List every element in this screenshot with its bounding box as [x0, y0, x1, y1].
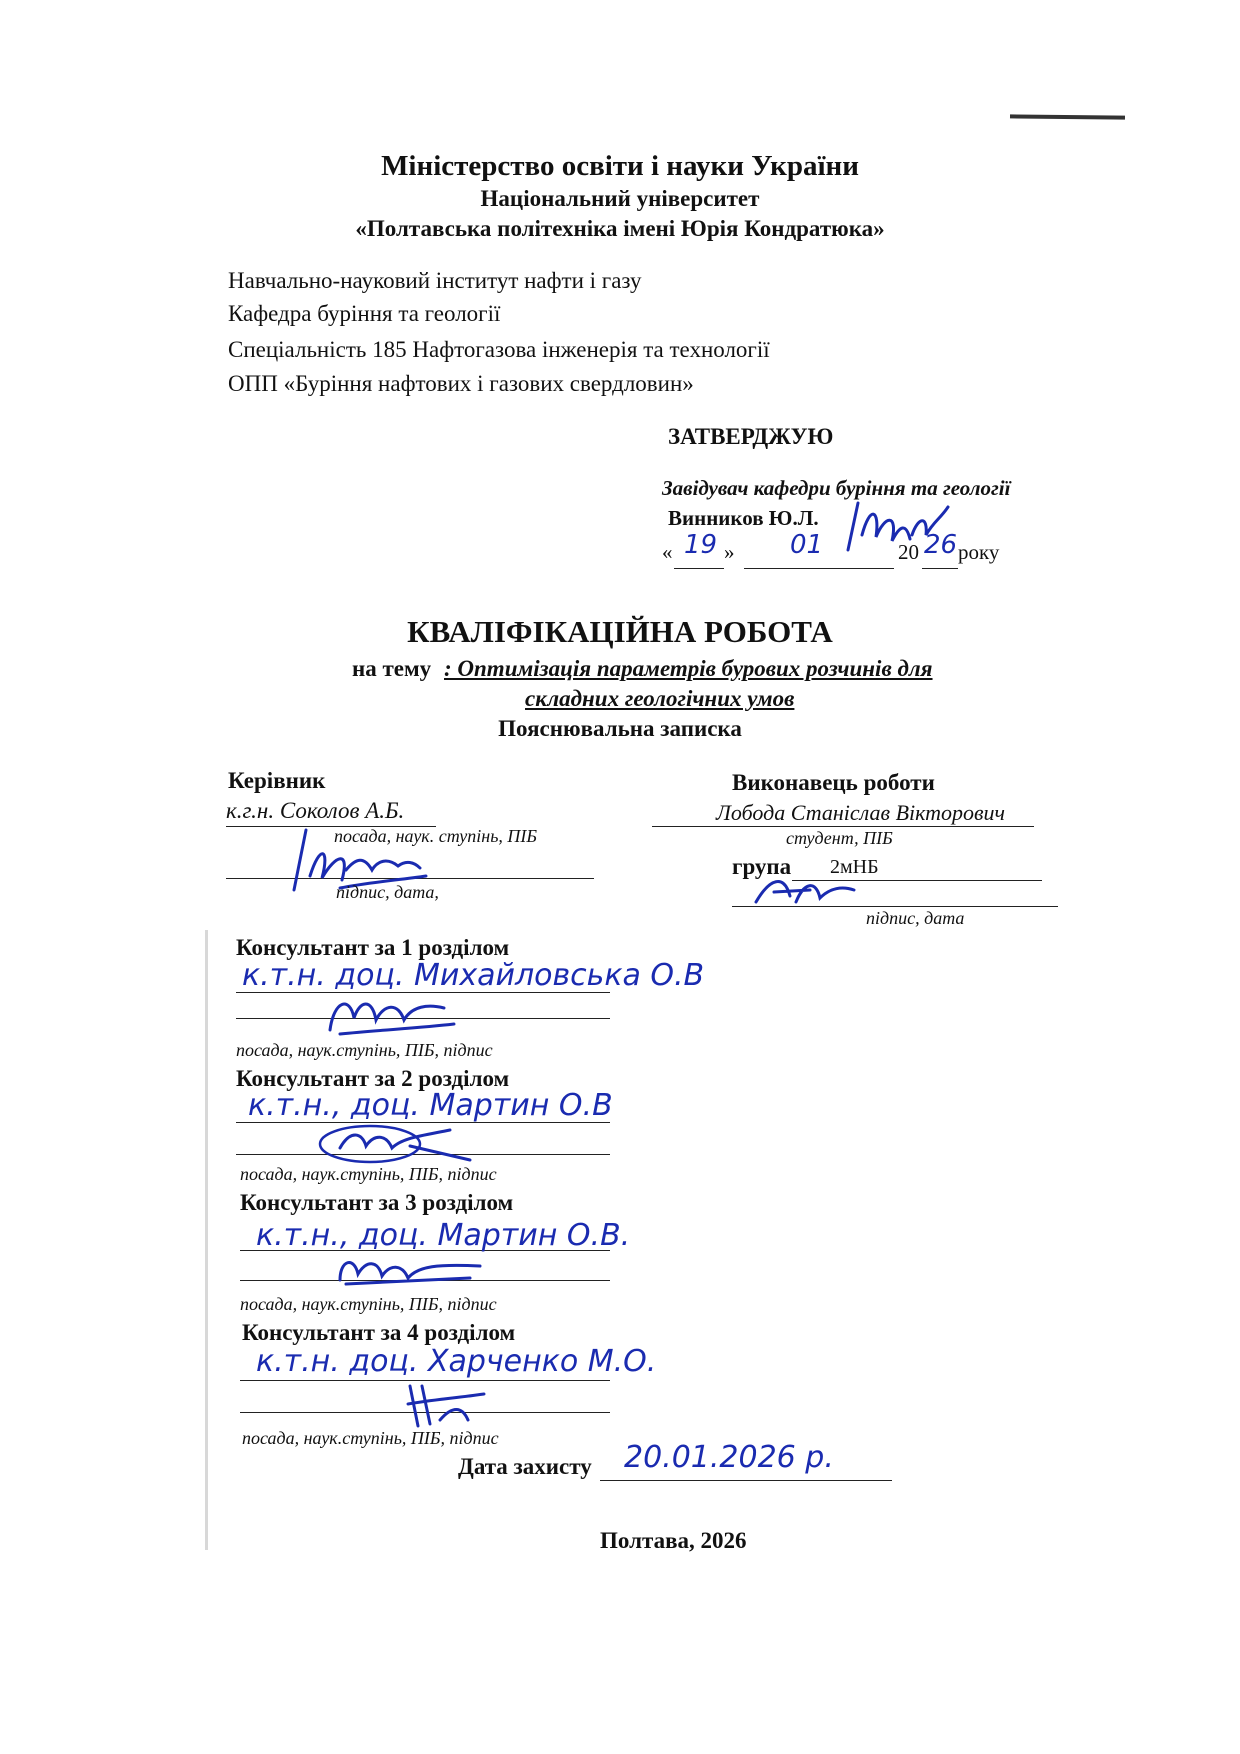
scan-mark [1010, 114, 1125, 119]
university-line2: «Полтавська політехніка імені Юрія Кондратюка» [355, 216, 885, 241]
topic-prefix: на тему [352, 656, 432, 681]
approval-year-word: року [958, 540, 1000, 564]
approval-month: 01 [790, 530, 824, 560]
document-title: КВАЛІФІКАЦІЙНА РОБОТА [407, 614, 833, 649]
consultant-2-caption: посада, наук.ступінь, ПІБ, підпис [240, 1164, 497, 1184]
supervisor-signature-caption: підпис, дата, [336, 882, 439, 902]
approval-year-prefix: 20 [898, 540, 919, 564]
approval-heading: ЗАТВЕРДЖУЮ [668, 424, 834, 449]
department: Кафедра буріння та геології [228, 301, 501, 326]
consultant-1-signature [320, 990, 460, 1040]
consultant-3-label: Консультант за 3 розділом [240, 1190, 514, 1215]
executor-label: Виконавець роботи [732, 770, 935, 795]
executor-line [652, 826, 1034, 827]
approval-date-open: « [662, 540, 673, 564]
defense-line [600, 1480, 892, 1481]
year-line [922, 568, 958, 569]
institute: Навчально-науковий інститут нафти і газу [228, 268, 642, 293]
scan-edge-shadow [205, 930, 208, 1550]
executor-caption: студент, ПІБ [786, 828, 893, 848]
day-line [674, 568, 724, 569]
executor-signature [750, 868, 860, 913]
approval-year-suffix: 26 [924, 530, 958, 560]
defense-label: Дата захисту [458, 1454, 592, 1479]
consultant-2-label: Консультант за 2 розділом [236, 1066, 510, 1091]
group-label: група [732, 854, 792, 879]
consultant-4-signature [400, 1376, 490, 1432]
university-line1: Національний університет [480, 186, 760, 211]
consultant-4-label: Консультант за 4 розділом [242, 1320, 516, 1345]
consultant-4-caption: посада, наук.ступінь, ПІБ, підпис [242, 1428, 499, 1448]
consultant-3-caption: посада, наук.ступінь, ПІБ, підпис [240, 1294, 497, 1314]
approval-position: Завідувач кафедри буріння та геології [662, 476, 1011, 500]
executor-value: Лобода Станіслав Вікторович [716, 800, 1006, 825]
approval-date-close: » [724, 540, 735, 564]
consultant-1-handwritten: к.т.н. доц. Михайловська О.В [242, 958, 705, 993]
ministry-heading: Міністерство освіти і науки України [381, 150, 859, 182]
consultant-1-label: Консультант за 1 розділом [236, 935, 510, 960]
consultant-4-handwritten: к.т.н. доц. Харченко М.О. [256, 1344, 657, 1379]
specialty: Спеціальність 185 Нафтогазова інженерія та технології [228, 337, 770, 362]
supervisor-label: Керівник [228, 768, 326, 793]
consultant-2-handwritten: к.т.н., доц. Мартин О.В [248, 1088, 613, 1123]
program: ОПП «Буріння нафтових і газових свердловин» [228, 371, 694, 396]
group-value: 2мНБ [830, 856, 879, 878]
city-year: Полтава, 2026 [600, 1528, 747, 1553]
executor-signature-caption: підпис, дата [866, 908, 965, 928]
month-line [744, 568, 894, 569]
approval-name: Винников Ю.Л. [668, 506, 819, 530]
supervisor-caption: посада, наук. ступінь, ПІБ [334, 826, 537, 846]
consultant-1-caption: посада, наук.ступінь, ПІБ, підпис [236, 1040, 493, 1060]
consultant-3-signature [330, 1250, 490, 1290]
topic-line1: : Оптимізація параметрів бурових розчинів для [444, 656, 933, 681]
consultant-3-handwritten: к.т.н., доц. Мартин О.В. [256, 1218, 631, 1253]
approval-day: 19 [684, 530, 718, 560]
topic-line2: складних геологічних умов [525, 686, 795, 711]
document-subtitle: Пояснювальна записка [498, 716, 742, 741]
supervisor-value: к.г.н. Соколов А.Б. [226, 798, 405, 823]
defense-date: 20.01.2026 р. [624, 1440, 834, 1475]
